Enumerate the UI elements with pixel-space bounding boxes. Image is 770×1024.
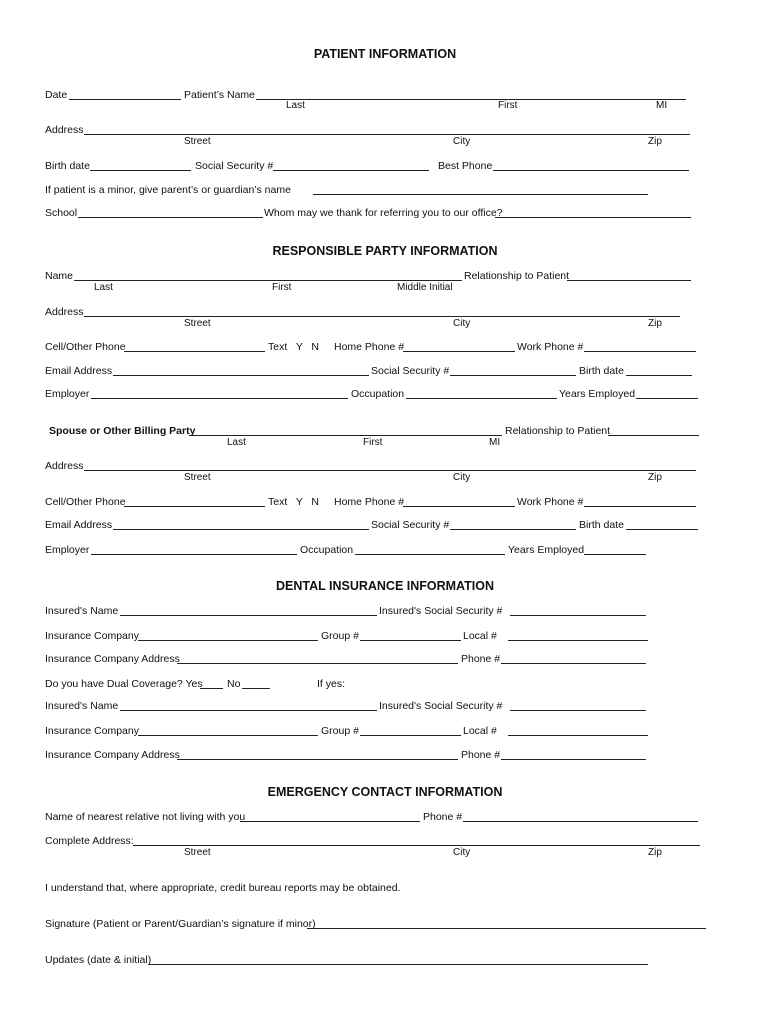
patients-name-label: Patient’s Name (184, 89, 256, 101)
rp-text-yn[interactable]: Text Y N (268, 341, 319, 353)
insurance-company-2-field[interactable] (138, 735, 318, 736)
insureds-ss-field[interactable] (510, 615, 646, 616)
rp-address-field[interactable] (84, 316, 680, 317)
billing-party-label: Spouse or Other Billing Party (49, 425, 196, 437)
billing-last-caption: Last (227, 437, 246, 448)
billing-cell-field[interactable] (124, 506, 265, 507)
insurance-company-field[interactable] (138, 640, 318, 641)
billing-ss-label: Social Security # (371, 519, 450, 531)
rp-zip-caption: Zip (648, 318, 662, 329)
billing-work-phone-label: Work Phone # (517, 496, 584, 508)
billing-cell-label: Cell/Other Phone (45, 496, 126, 508)
minor-guardian-label: If patient is a minor, give parent’s or guardian’s name (45, 184, 291, 196)
dual-coverage-no-field[interactable] (242, 688, 270, 689)
group-2-label: Group # (321, 725, 359, 737)
signature-field[interactable] (307, 928, 706, 929)
zip-caption: Zip (648, 136, 662, 147)
billing-party-field[interactable] (189, 435, 502, 436)
nearest-relative-field[interactable] (240, 821, 420, 822)
updates-field[interactable] (149, 964, 648, 965)
city-caption: City (453, 136, 471, 147)
billing-text-yn[interactable]: Text Y N (268, 496, 319, 508)
billing-email-field[interactable] (113, 529, 369, 530)
mi-caption: MI (656, 100, 668, 111)
emergency-zip-caption: Zip (648, 847, 662, 858)
billing-address-field[interactable] (84, 470, 696, 471)
billing-first-caption: First (363, 437, 383, 448)
emergency-phone-field[interactable] (463, 821, 698, 822)
date-field[interactable] (69, 99, 181, 100)
rp-occupation-label: Occupation (351, 388, 405, 400)
billing-birth-date-label: Birth date (579, 519, 624, 531)
billing-mi-caption: MI (489, 437, 501, 448)
insurance-company-address-label: Insurance Company Address (45, 653, 180, 665)
billing-years-employed-label: Years Employed (508, 544, 585, 556)
referral-field[interactable] (495, 217, 691, 218)
local-label: Local # (463, 630, 497, 642)
billing-occupation-label: Occupation (300, 544, 354, 556)
billing-city-caption: City (453, 472, 471, 483)
insurance-company-address-2-label: Insurance Company Address (45, 749, 180, 761)
insureds-name-label: Insured's Name (45, 605, 119, 617)
rp-work-phone-field[interactable] (584, 351, 696, 352)
billing-ss-field[interactable] (450, 529, 576, 530)
billing-street-caption: Street (184, 472, 211, 483)
emergency-street-caption: Street (184, 847, 211, 858)
insurance-phone-label: Phone # (461, 653, 501, 665)
credit-bureau-notice: I understand that, where appropriate, credit bureau reports may be obtained. (45, 882, 401, 894)
rp-home-phone-label: Home Phone # (334, 341, 405, 353)
rp-years-employed-field[interactable] (636, 398, 698, 399)
billing-home-phone-field[interactable] (403, 506, 515, 507)
birth-date-field[interactable] (90, 170, 191, 171)
rp-occupation-field[interactable] (406, 398, 557, 399)
rp-first-caption: First (272, 282, 292, 293)
emergency-contact-heading: EMERGENCY CONTACT INFORMATION (267, 785, 503, 799)
guardian-name-field[interactable] (313, 194, 648, 195)
rp-relationship-label: Relationship to Patient (464, 270, 570, 282)
rp-last-caption: Last (94, 282, 113, 293)
date-label: Date (45, 89, 68, 101)
nearest-relative-label: Name of nearest relative not living with you (45, 811, 246, 823)
rp-middle-initial-caption: Middle Initial (397, 282, 453, 293)
birth-date-label: Birth date (45, 160, 90, 172)
emergency-city-caption: City (453, 847, 471, 858)
billing-relationship-field[interactable] (608, 435, 699, 436)
group-2-field[interactable] (360, 735, 461, 736)
complete-address-label: Complete Address: (45, 835, 134, 847)
rp-name-field[interactable] (74, 280, 462, 281)
street-caption: Street (184, 136, 211, 147)
insurance-company-2-label: Insurance Company (45, 725, 139, 737)
insurance-company-address-field[interactable] (177, 663, 458, 664)
responsible-party-heading: RESPONSIBLE PARTY INFORMATION (272, 244, 498, 258)
address-label: Address (45, 124, 84, 136)
first-caption: First (498, 100, 518, 111)
billing-employer-field[interactable] (91, 554, 297, 555)
rp-address-label: Address (45, 306, 84, 318)
signature-label: Signature (Patient or Parent/Guardian’s signature if minor) (45, 918, 316, 930)
billing-home-phone-label: Home Phone # (334, 496, 405, 508)
rp-name-label: Name (45, 270, 74, 282)
rp-email-label: Email Address (45, 365, 113, 377)
rp-email-field[interactable] (113, 375, 369, 376)
rp-employer-label: Employer (45, 388, 90, 400)
best-phone-label: Best Phone (438, 160, 493, 172)
rp-city-caption: City (453, 318, 471, 329)
billing-relationship-label: Relationship to Patient (505, 425, 611, 437)
rp-cell-field[interactable] (124, 351, 265, 352)
updates-label: Updates (date & initial) (45, 954, 152, 966)
social-security-label: Social Security # (195, 160, 274, 172)
group-label: Group # (321, 630, 359, 642)
if-yes-label: If yes: (317, 678, 346, 690)
dual-coverage-no-label: No (227, 678, 241, 690)
rp-home-phone-field[interactable] (403, 351, 515, 352)
rp-birth-date-label: Birth date (579, 365, 624, 377)
rp-employer-field[interactable] (91, 398, 348, 399)
billing-zip-caption: Zip (648, 472, 662, 483)
rp-work-phone-label: Work Phone # (517, 341, 584, 353)
social-security-field[interactable] (273, 170, 429, 171)
patient-info-heading: PATIENT INFORMATION (313, 47, 457, 61)
local-2-label: Local # (463, 725, 497, 737)
school-field[interactable] (78, 217, 263, 218)
best-phone-field[interactable] (493, 170, 689, 171)
rp-years-employed-label: Years Employed (559, 388, 636, 400)
insureds-name-2-label: Insured's Name (45, 700, 119, 712)
complete-address-field[interactable] (133, 845, 700, 846)
billing-employer-label: Employer (45, 544, 90, 556)
rp-cell-label: Cell/Other Phone (45, 341, 126, 353)
billing-work-phone-field[interactable] (584, 506, 696, 507)
referral-label: Whom may we thank for referring you to our office? (264, 207, 503, 219)
insurance-phone-2-label: Phone # (461, 749, 501, 761)
billing-years-employed-field[interactable] (584, 554, 646, 555)
rp-relationship-field[interactable] (567, 280, 691, 281)
billing-email-label: Email Address (45, 519, 113, 531)
address-field[interactable] (84, 134, 690, 135)
insureds-name-field[interactable] (120, 615, 377, 616)
last-caption: Last (286, 100, 305, 111)
billing-birth-date-field[interactable] (626, 529, 698, 530)
insurance-phone-field[interactable] (501, 663, 646, 664)
insureds-ss-2-label: Insured's Social Security # (379, 700, 503, 712)
insureds-name-2-field[interactable] (120, 710, 377, 711)
dental-insurance-heading: DENTAL INSURANCE INFORMATION (275, 579, 495, 593)
dual-coverage-label: Do you have Dual Coverage? Yes (45, 678, 203, 690)
rp-ss-field[interactable] (450, 375, 576, 376)
local-2-field[interactable] (508, 735, 648, 736)
billing-occupation-field[interactable] (355, 554, 505, 555)
insureds-ss-2-field[interactable] (510, 710, 646, 711)
insurance-company-address-2-field[interactable] (177, 759, 458, 760)
dual-coverage-yes-field[interactable] (200, 688, 223, 689)
emergency-phone-label: Phone # (423, 811, 463, 823)
local-field[interactable] (508, 640, 648, 641)
group-field[interactable] (360, 640, 461, 641)
billing-address-label: Address (45, 460, 84, 472)
insurance-company-label: Insurance Company (45, 630, 139, 642)
rp-birth-date-field[interactable] (626, 375, 692, 376)
school-label: School (45, 207, 78, 219)
insurance-phone-2-field[interactable] (501, 759, 646, 760)
insureds-ss-label: Insured's Social Security # (379, 605, 503, 617)
patients-name-field[interactable] (256, 99, 686, 100)
rp-street-caption: Street (184, 318, 211, 329)
rp-ss-label: Social Security # (371, 365, 450, 377)
